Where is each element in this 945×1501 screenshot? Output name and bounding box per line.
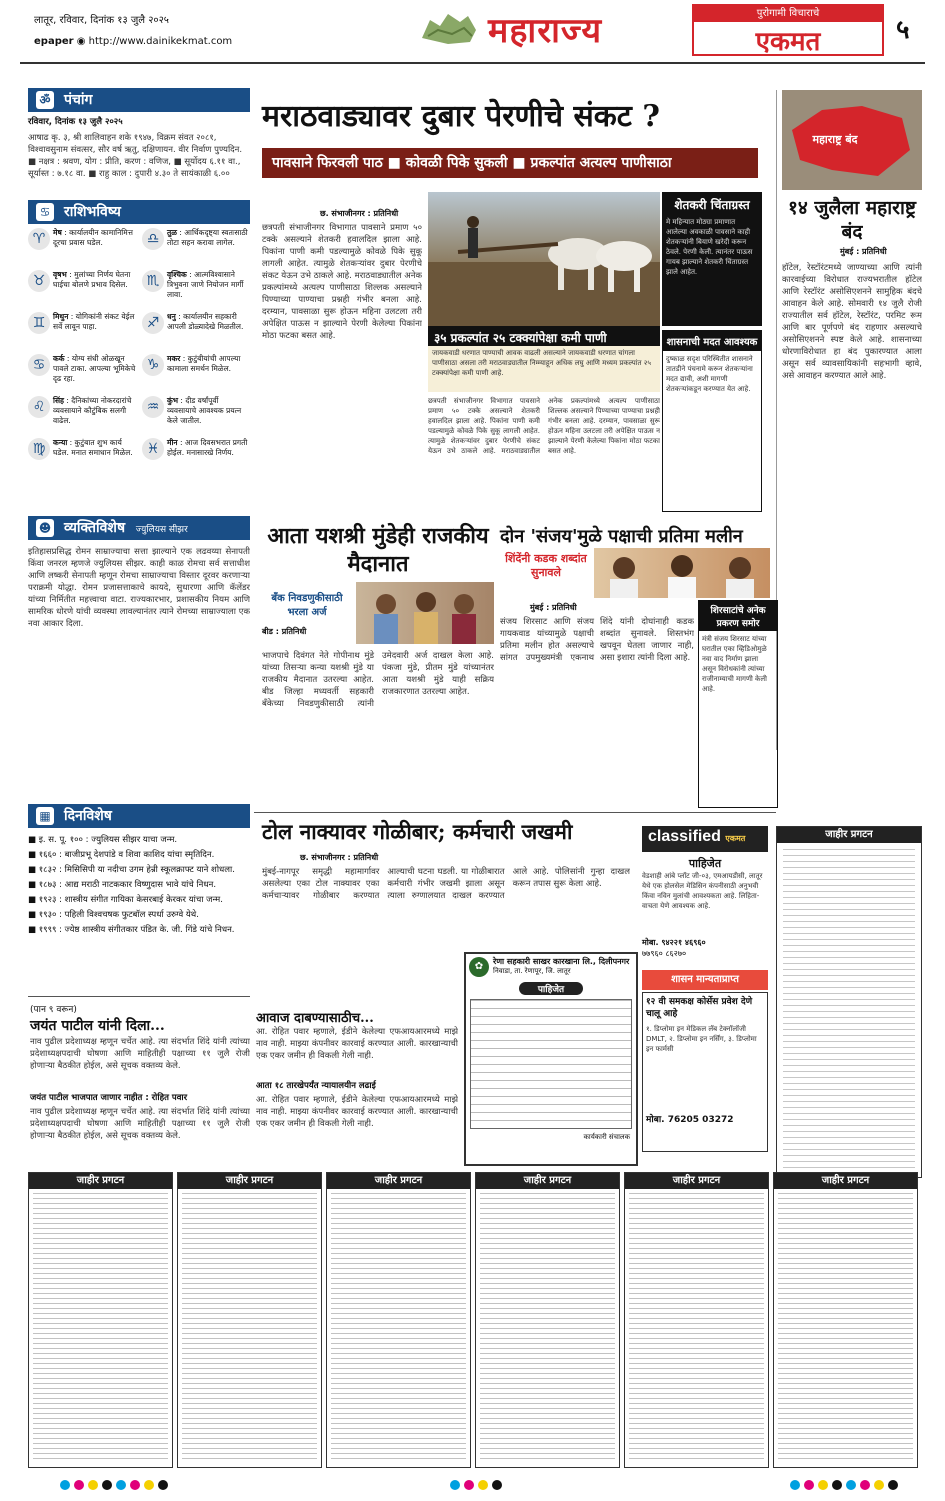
toll-body: मुंबई-नागपूर समृद्धी महामार्गावर असलेल्या एका टोल नाक्यावर एका कर्मचाऱ्यावर गोळीबार करण्यात आल्याची घटना घडली. या गोळीबारात कर्मचारी गंभीर जखमी झाला असून त्याला रुग्णालयात दाखल करण्यात आले आहे. पोलिसांनी गुन्हा दाखल करून तपास सुरू केला आहे. bbox=[262, 867, 630, 901]
dinvishesh-item: ■ १९२३ : शास्त्रीय संगीत गायिका केसरबाई केरकर यांचा जन्म. bbox=[28, 895, 223, 905]
sugar-factory-name: रेणा सहकारी साखर कारखाना लि., दिलीपनगर bbox=[493, 957, 630, 966]
rashi-text: मिथुन : योगिकांनी संकट येईल सर्वे लावून पाहा. bbox=[53, 312, 135, 331]
registration-dot bbox=[450, 1480, 460, 1490]
legal-notice bbox=[624, 1172, 769, 1468]
munde-kicker: बँक निवडणुकीसाठी भरला अर्ज bbox=[271, 593, 343, 618]
lead-body-continued: छत्रपती संभाजीनगर विभागात पावसाने प्रमाण ५० टक्के असल्याने शेतकरी हवालदिल झाला आहे. पिकांना पाणी कमी पडल्यामुळे कोवळे पिके सुकू लागली आहेत. त्यामुळे शेतकऱ्यांवर दुबार पेरणीचे संकट येऊन उभे ठाकले आहे. मराठवाड्यातील अनेक प्रकल्पांमध्ये अत्यल्प पाणीसाठा शिल्लक असल्याने पिण्याच्या पाण्याचा प्रश्नही गंभीर बनला आहे. दरम्यान, पावसाळा सुरू होऊन महिना उलटला तरी अपेक्षित पाऊस न झाल्याने पेरणी केलेल्या पिकांना मोठा फटका बसत आहे. bbox=[428, 397, 660, 455]
lead-byline: छ. संभाजीनगर : प्रतिनिधी bbox=[320, 209, 399, 218]
sanjay-photo bbox=[594, 548, 770, 598]
sanjay-byline: मुंबई : प्रतिनिधी bbox=[530, 603, 577, 612]
legal-notice bbox=[177, 1172, 322, 1468]
legal-notice-text bbox=[331, 1193, 466, 1459]
bandh-headline: १४ जुलैला महाराष्ट्र बंद bbox=[788, 197, 916, 243]
course-ad-contact: मोबा. 76205 03272 bbox=[646, 1115, 734, 1125]
jayant-divider bbox=[28, 996, 250, 997]
registration-dot bbox=[804, 1480, 814, 1490]
person-body: इतिहासप्रसिद्ध रोमन साम्राज्याचा सत्ता झाल्याने एक लढवय्या सेनापती किंवा जनरल म्हणजे ज्युलियस सीझर. काही काळ रोमचा सर्व सत्ताधीश आणि लष्करी सेनापती म्हणून रोमचा साम्राज्याचा विस्तार दूरवर करणाऱ्या पराक्रमी योद्धा. रोमन प्रजासत्ताकाचे कायदे, सुधारणा आणि कॅलेंडर यांच्या निर्मितीत महत्त्वाचा वाटा. राज्यकारभार, प्रशासकीय नियम आणि सामरिक धोरणे यांची व्यवस्था लावल्यानंतर त्याने रोमच्या साम्राज्याला एक नवा आकार दिला. bbox=[28, 547, 250, 629]
section-masthead: महाराज्य bbox=[488, 11, 603, 51]
bandh-map-label: महाराष्ट्र बंद bbox=[812, 133, 858, 146]
person-icon: ☻ bbox=[36, 519, 54, 537]
header-divider bbox=[20, 62, 925, 64]
rashi-text: तुळ : आर्थिकदृष्ट्या स्वतःसाठी तोटा सहन करावा लागेल. bbox=[167, 228, 248, 247]
rashi-item bbox=[142, 438, 250, 476]
rashi-name: मेष bbox=[53, 228, 62, 237]
classified-heading: पाहिजेत bbox=[688, 857, 722, 870]
shirsat-box bbox=[698, 600, 778, 808]
photo-caption-title: ३५ प्रकल्पांत २५ टक्क्यांपेक्षा कमी पाणी bbox=[428, 326, 660, 349]
classified-body: वेडशाही आंबे प्लॉट जी-०३, एमआयडीसी, लातूर येथे एक होलसेल मेडिसिन कंपनीसाठी अनुभवी किंवा नविन मुलांची आवश्यकता आहे. लिहिता-वाचता येणे आवश्यक आहे. bbox=[642, 872, 763, 910]
legal-notice bbox=[475, 1172, 620, 1468]
awaj-body: आ. रोहित पवार म्हणाले, ईडीने केलेल्या एफआयआरमध्ये माझे नाव नाही. माझ्या कंपनीवर कारवाई करण्यात आली. कारखान्याची एक एकर जमीन ही विकली गेली नाही. bbox=[256, 1027, 458, 1061]
sugar-factory-place: निवाडा, ता. रेणापूर, जि. लातूर bbox=[493, 967, 571, 975]
classified-logo: classified एकमत bbox=[642, 826, 768, 852]
jayant-subheading: जयंत पाटील भाजपात जाणार नाहीत : रोहित पवार bbox=[30, 1093, 188, 1103]
classified-ad bbox=[642, 856, 768, 966]
registration-dot bbox=[874, 1480, 884, 1490]
registration-marks bbox=[0, 1476, 945, 1496]
person-section bbox=[28, 516, 250, 784]
jayant-body: नाव पुढील प्रदेशाध्यक्ष म्हणून चर्चेत आहे. त्या संदर्भात शिंदे यांनी त्यांच्या प्रदेशाध्यक्षपदाची घोषणा आणि माहितीही पक्षाच्या ११ जुलै रोजी होणाऱ्या बैठकीत होईल, असे सूचक वक्तव्य केले. bbox=[30, 1037, 250, 1071]
issue-date: लातूर, रविवार, दिनांक १३ जुलै २०२५ bbox=[34, 15, 170, 26]
om-icon: ॐ bbox=[36, 91, 54, 109]
dinvishesh-section bbox=[28, 804, 250, 939]
rashi-text: कर्क : योग्य संधी ओळखून पावले टाका. आपल्या भूमिकेचे दृढ रहा. bbox=[53, 354, 136, 383]
zodiac-sign-icon: ♑ bbox=[142, 354, 164, 376]
zodiac-sign-icon: ♎ bbox=[142, 228, 164, 250]
zodiac-sign-icon: ♍ bbox=[28, 438, 50, 460]
registration-dot bbox=[60, 1480, 70, 1490]
jayant-headline: जयंत पाटील यांनी दिला... bbox=[30, 1018, 165, 1034]
sidebar-box-body-2: दुष्काळ सदृश परिस्थितीत शासनाने तातडीने पंचनामे करून शेतकऱ्यांना मदत द्यावी, अशी मागणी शेतकऱ्यांकडून करण्यात येत आहे. bbox=[666, 355, 753, 393]
legal-notice-right-heading: जाहीर प्रगटन bbox=[777, 827, 921, 843]
epaper-label: epaper bbox=[34, 36, 74, 47]
registration-dot bbox=[478, 1480, 488, 1490]
zodiac-sign-icon: ♈ bbox=[28, 228, 50, 250]
zodiac-sign-icon: ♓ bbox=[142, 438, 164, 460]
rashi-item bbox=[28, 228, 136, 266]
sidebar-box-body: मे महिन्यात मोठ्या प्रमाणात आलेल्या अवकाळी पावसाने काही शेतकऱ्यांनी बियाणे खरेदी करून ठेवले. पेरणी केली. त्यानंतर पाऊस गायब झाल्याने शेतकरी चिंताग्रस्त झाले आहेत. bbox=[666, 218, 753, 276]
panchang-body: आषाढ कृ. ३, श्री शालिवाहन शके १९४७, विक्रम संवत २०८१, विश्वावसुनाम संवत्सर, सौर वर्ष ऋतु, दक्षिणायन. वीर निर्वाण पुण्यदिन. ■ नक्षत्र : श्रवण, योग : प्रीति, करण : वणिज, ■ सूर्योदय ६.११ वा., सूर्यास्त : ७.१८ वा. ■ राहु काल : दुपारी ४.३० ते सायंकाळी ६.०० bbox=[28, 133, 243, 179]
course-ad-items: १. डिप्लोमा इन मेडिकल लॅब टेक्नॉलॉजी DMLT, २. डिप्लोमा इन नर्सिंग, ३. डिप्लोमा इन फार्मसी bbox=[646, 1025, 757, 1053]
registration-dot bbox=[116, 1480, 126, 1490]
rashi-name: कुंभ bbox=[167, 396, 179, 405]
shirsat-box-body: मंत्री संजय शिरसाट यांच्या घरातील एका व्हिडिओमुळे नवा वाद निर्माण झाला असून विरोधकांनी त्यांच्या राजीनाम्याची मागणी केली आहे. bbox=[702, 635, 767, 693]
registration-dot bbox=[790, 1480, 800, 1490]
brand-name: एकमत bbox=[755, 27, 821, 57]
dinvishesh-list bbox=[28, 834, 250, 936]
newspaper-logo bbox=[692, 4, 884, 56]
dinvishesh-heading: ▦ दिनविशेष bbox=[28, 804, 250, 828]
rashi-text: वृश्चिक : आत्मविश्वासाने त्रिभुवना जाणे नियोजन मार्गी लावा. bbox=[167, 270, 244, 299]
rashi-name: मिथुन bbox=[53, 312, 69, 321]
masthead-map-illustration bbox=[418, 8, 480, 48]
munde-byline: बीड : प्रतिनिधी bbox=[262, 627, 307, 636]
epaper-link-row[interactable] bbox=[34, 36, 232, 47]
registration-dot bbox=[818, 1480, 828, 1490]
leaders-portrait-illustration bbox=[594, 548, 770, 598]
rashi-name: कन्या bbox=[53, 438, 68, 447]
rashi-text: मकर : कुटुंबीयांची आपल्या कामाला समर्थन मिळेल. bbox=[167, 354, 241, 373]
zodiac-sign-icon: ♒ bbox=[142, 396, 164, 418]
registration-dot bbox=[88, 1480, 98, 1490]
rashi-text: सिंह : दैनिकांच्या नोकरदारांचे व्यवसायाने कौटुंबिक सलगी वाढेल. bbox=[53, 396, 132, 425]
rashi-item bbox=[28, 270, 136, 308]
person-heading: ☻ व्यक्तिविशेष ज्युलियस सीझर bbox=[28, 516, 250, 540]
rashi-item bbox=[142, 270, 250, 308]
rashi-item bbox=[28, 312, 136, 350]
sidebar-box-2 bbox=[662, 330, 762, 512]
lead-body: छत्रपती संभाजीनगर विभागात पावसाने प्रमाण ५० टक्के असल्याने शेतकरी हवालदिल झाला आहे. पिकांना पाणी कमी पडल्यामुळे कोवळे पिके सुकू लागली आहेत. त्यामुळे शेतकऱ्यांवर दुबार पेरणीचे संकट येऊन उभे ठाकले आहे. मराठवाड्यातील अनेक प्रकल्पांमध्ये अत्यल्प पाणीसाठा शिल्लक असल्याने पिण्याच्या पाण्याचा प्रश्नही गंभीर बनला आहे. दरम्यान, पावसाळा सुरू होऊन महिना उलटला तरी अपेक्षित पाऊस न झाल्याने पेरणी केलेल्या पिकांना मोठा फटका बसत आहे. bbox=[262, 223, 422, 341]
zodiac-sign-icon: ♉ bbox=[28, 270, 50, 292]
person-subtitle: ज्युलियस सीझर bbox=[135, 525, 188, 535]
legal-notice-heading: जाहीर प्रगटन bbox=[29, 1173, 172, 1189]
zodiac-sign-icon: ♐ bbox=[142, 312, 164, 334]
farm-photo bbox=[428, 192, 660, 326]
panchang-heading: ॐ पंचांग bbox=[28, 88, 250, 112]
awaj-body-continued: आ. रोहित पवार म्हणाले, ईडीने केलेल्या एफआयआरमध्ये माझे नाव नाही. माझ्या कंपनीवर कारवाई करण्यात आली. कारखान्याची एक एकर जमीन ही विकली गेली नाही. bbox=[256, 1095, 458, 1129]
legal-notice bbox=[28, 1172, 173, 1468]
rashi-name: कर्क bbox=[53, 354, 65, 363]
lead-strap: पावसाने फिरवली पाठ ■ कोवळी पिके सुकली ■ प्रकल्पांत अत्यल्प पाणीसाठा bbox=[262, 148, 758, 178]
munde-body: भाजपाचे दिवंगत नेते गोपीनाथ मुंडे यांच्या तिसऱ्या कन्या यशश्री मुंडे या राजकीय मैदानात उतरल्या आहेत. बीड जिल्हा मध्यवर्ती सहकारी बँकेच्या निवडणुकीसाठी त्यांनी उमेदवारी अर्ज दाखल केला आहे. पंकजा मुंडे, प्रीतम मुंडे यांच्यानंतर आता यशश्री मुंडे याही सक्रिय राजकारणात उतरल्या आहेत. bbox=[262, 651, 494, 709]
registration-dot bbox=[860, 1480, 870, 1490]
legal-notice bbox=[326, 1172, 471, 1468]
rashi-section bbox=[28, 200, 250, 476]
bandh-body: हॉटेल, रेस्टॉरंटमध्ये जाण्याच्या आणि त्यांनी कारवाईच्या विरोधात राज्यभरातील हॉटेल आणि रेस्टॉरंट असोसिएशनने सामुहिक बंदचे आवाहन केले आहे. सोमवारी १४ जुलै रोजी राज्यातील सर्व हॉटेल, रेस्टॉरंट, परमिट रूम आणि बार पूर्णपणे बंद राहणार असल्याचे असोसिएशनने स्पष्ट केले आहे. शासनाच्या धोरणाविरोधात हा बंद पुकारण्यात आला असून सर्व व्यावसायिकांनी सहभागी व्हावे, असे आवाहन करण्यात आले आहे. bbox=[782, 263, 922, 381]
sidebar-box-subtitle: शासनाची मदत आवश्यक bbox=[663, 331, 761, 351]
classified-contact: मोबा. ९४२२१ ४६९६० bbox=[642, 938, 706, 947]
sidebar-box-title: शेतकरी चिंताग्रस्त bbox=[674, 198, 750, 212]
rashi-text: कुंभ : दीड वर्षांपूर्वी व्यवसायाचे आवश्यक प्रयत्न केले जातील. bbox=[167, 396, 242, 425]
rashi-name: धनु bbox=[167, 312, 176, 321]
legal-notice-text bbox=[33, 1193, 168, 1459]
page-header bbox=[0, 0, 945, 60]
registration-dot bbox=[464, 1480, 474, 1490]
sanjay-kicker: शिंदेंनी कडक शब्दांत सुनावले bbox=[505, 552, 587, 579]
awaj-subheading: आता १८ तारखेपर्यंत न्यायालयीन लढाई bbox=[256, 1081, 376, 1091]
legal-notice-text bbox=[778, 1193, 913, 1459]
rashi-item bbox=[28, 354, 136, 392]
registration-dot bbox=[158, 1480, 168, 1490]
lead-headline: मराठवाड्यावर दुबार पेरणीचे संकट ? bbox=[262, 99, 660, 134]
rashi-item bbox=[28, 396, 136, 434]
panchang-date: रविवार, दिनांक १३ जुलै २०२५ bbox=[28, 117, 123, 127]
course-ad-headline: १२ वी समकक्ष कोर्सेस प्रवेश देणे चालू आहे bbox=[646, 997, 753, 1019]
legal-notice-text bbox=[629, 1193, 764, 1459]
jayant-body-continued: नाव पुढील प्रदेशाध्यक्ष म्हणून चर्चेत आहे. त्या संदर्भात शिंदे यांनी त्यांच्या प्रदेशाध्यक्षपदाची घोषणा आणि माहितीही पक्षाच्या ११ जुलै रोजी होणाऱ्या बैठकीत होईल, असे सूचक वक्तव्य केले. bbox=[30, 1107, 250, 1141]
legal-notice-heading: जाहीर प्रगटन bbox=[625, 1173, 768, 1189]
classified-contact-2: ७७९६० ८६२७० bbox=[642, 949, 687, 958]
course-ad-title: शासन मान्यताप्राप्त bbox=[642, 970, 768, 990]
rashi-text: वृषभ : मुलांच्या निर्णय घेतना घाईचा बोलणे प्रभाव दिसेल. bbox=[53, 270, 131, 289]
rashi-name: सिंह bbox=[53, 396, 64, 405]
rashi-item bbox=[142, 396, 250, 434]
registration-dot bbox=[492, 1480, 502, 1490]
rashi-name: मीन bbox=[167, 438, 178, 447]
sugar-factory-footer: कार्यकारी संचालक bbox=[583, 1133, 630, 1141]
toll-divider bbox=[254, 812, 776, 813]
bullock-plough-illustration bbox=[428, 192, 660, 326]
dinvishesh-item: ■ इ. स. पू. १०० : ज्युलियस सीझर याचा जन्म. bbox=[28, 835, 178, 845]
legal-notice-heading: जाहीर प्रगटन bbox=[774, 1173, 917, 1189]
jayant-tag: (पान ९ वरून) bbox=[30, 1005, 77, 1015]
dinvishesh-item: ■ १८३२ : मिसिसिपी या नदीचा उगम हेन्री स्कूलक्राफ्ट याने शोधला. bbox=[28, 865, 235, 875]
zodiac-sign-icon: ♏ bbox=[142, 270, 164, 292]
rashi-text: मीन : आज दिवसभरात प्रगती होईल. मनासारखे निर्णय. bbox=[167, 438, 248, 457]
rashi-item bbox=[142, 354, 250, 392]
group-portrait-illustration bbox=[356, 582, 494, 644]
rashi-heading: ♋ राशिभविष्य bbox=[28, 200, 250, 224]
legal-notice-text bbox=[480, 1193, 615, 1459]
factory-logo-icon: ✿ bbox=[469, 957, 489, 977]
rashi-name: तुळ bbox=[167, 228, 177, 237]
rashi-name: वृषभ bbox=[53, 270, 67, 279]
bandh-byline: मुंबई : प्रतिनिधी bbox=[840, 247, 887, 256]
rashi-item bbox=[142, 312, 250, 350]
toll-headline: टोल नाक्यावर गोळीबार; कर्मचारी जखमी bbox=[262, 819, 573, 844]
bandh-map-photo bbox=[782, 90, 922, 190]
rashi-item bbox=[28, 438, 136, 476]
sidebar-box bbox=[662, 192, 762, 326]
epaper-url-link[interactable]: http://www.dainikekmat.com bbox=[88, 36, 233, 47]
calendar-icon: ▦ bbox=[36, 807, 54, 825]
legal-notice-heading: जाहीर प्रगटन bbox=[178, 1173, 321, 1189]
zodiac-sign-icon: ♊ bbox=[28, 312, 50, 334]
sugar-factory-ad bbox=[464, 952, 638, 1166]
registration-dot bbox=[846, 1480, 856, 1490]
legal-notice bbox=[773, 1172, 918, 1468]
rashi-name: वृश्चिक bbox=[167, 270, 187, 279]
rashi-text: कन्या : कुटुंबात शुभ कार्य घडेल. मनात समाधान मिळेल. bbox=[53, 438, 133, 457]
registration-dot bbox=[888, 1480, 898, 1490]
sanjay-body: संजय शिरसाट आणि संजय गायकवाड यांच्यामुळे पक्षाची प्रतिमा मलीन होत असल्याचे सांगत उपमुख्यमंत्री एकनाथ शिंदे यांनी दोघांनाही कडक शब्दांत सुनावले. शिस्तभंग खपवून घेतला जाणार नाही, असा इशारा त्यांनी दिला आहे. bbox=[500, 617, 694, 663]
munde-headline: आता यशश्री मुंडेही राजकीय मैदानात bbox=[267, 523, 489, 577]
rashi-name: मकर bbox=[167, 354, 181, 363]
awaj-headline: आवाज दाबण्यासाठीच... bbox=[256, 1011, 374, 1026]
rashi-text: धनु : कार्यालयीन सहकारी आपली डोळ्यादेखे मिळतील. bbox=[167, 312, 244, 331]
panchang-section bbox=[28, 88, 250, 202]
globe-icon: ◉ bbox=[76, 36, 86, 47]
legal-notice-right-text bbox=[783, 849, 915, 1171]
zodiac-sign-icon: ♌ bbox=[28, 396, 50, 418]
legal-notice-heading: जाहीर प्रगटन bbox=[476, 1173, 619, 1189]
rashi-text: मेष : कार्यालयीन कामानिमित्त दूरचा प्रवास घडेल. bbox=[53, 228, 133, 247]
toll-byline: छ. संभाजीनगर : प्रतिनिधी bbox=[300, 853, 379, 862]
sugar-factory-heading: पाहिजेत bbox=[519, 982, 583, 995]
photo-caption-body: जायकवाडी धरणात पाण्याची आवक वाढली असल्याने जायकवाडी धरणात चांगला पाणीसाठा असला तरी मराठवाड्यातील निम्म्याहून अधिक लघु आणि मध्यम प्रकल्पांत २५ टक्क्यांपेक्षा कमी पाणी आहे. bbox=[428, 346, 660, 392]
registration-dot bbox=[832, 1480, 842, 1490]
dinvishesh-item: ■ १८७३ : आद्य मराठी नाटककार विष्णुदास भावे यांचे निधन. bbox=[28, 880, 217, 890]
brand-tagline: पुरोगामी विचाराचे bbox=[694, 6, 882, 22]
zodiac-sign-icon: ♋ bbox=[28, 354, 50, 376]
dinvishesh-item: ■ १६६० : बाजीप्रभू देशपांडे व शिवा काशिद यांचा स्मृतिदिन. bbox=[28, 850, 215, 860]
dinvishesh-item: ■ १९९९ : ज्येष्ठ शास्त्रीय संगीतकार पंडित के. जी. गिंडे यांचे निधन. bbox=[28, 925, 235, 935]
rashi-item bbox=[142, 228, 250, 266]
shirsat-box-title: शिरसाटांचे अनेक प्रकरण समोर bbox=[699, 601, 777, 631]
page-number: ५ bbox=[896, 15, 910, 45]
sanjay-headline: दोन 'संजय'मुळे पक्षाची प्रतिमा मलीन bbox=[500, 526, 743, 547]
munde-photo bbox=[356, 582, 494, 644]
sugar-factory-table bbox=[470, 999, 632, 1129]
registration-dot bbox=[130, 1480, 140, 1490]
legal-notice-text bbox=[182, 1193, 317, 1459]
dinvishesh-item: ■ १९३० : पहिली विश्वचषक फुटबॉल स्पर्धा उरुग्वे येथे. bbox=[28, 910, 199, 920]
registration-dot bbox=[144, 1480, 154, 1490]
zodiac-icon: ♋ bbox=[36, 203, 54, 221]
legal-notice-right bbox=[776, 826, 922, 1178]
rashi-grid bbox=[28, 228, 250, 476]
registration-dot bbox=[102, 1480, 112, 1490]
registration-dot bbox=[74, 1480, 84, 1490]
legal-notices-row bbox=[28, 1172, 922, 1468]
legal-notice-heading: जाहीर प्रगटन bbox=[327, 1173, 470, 1189]
course-ad bbox=[642, 992, 768, 1152]
